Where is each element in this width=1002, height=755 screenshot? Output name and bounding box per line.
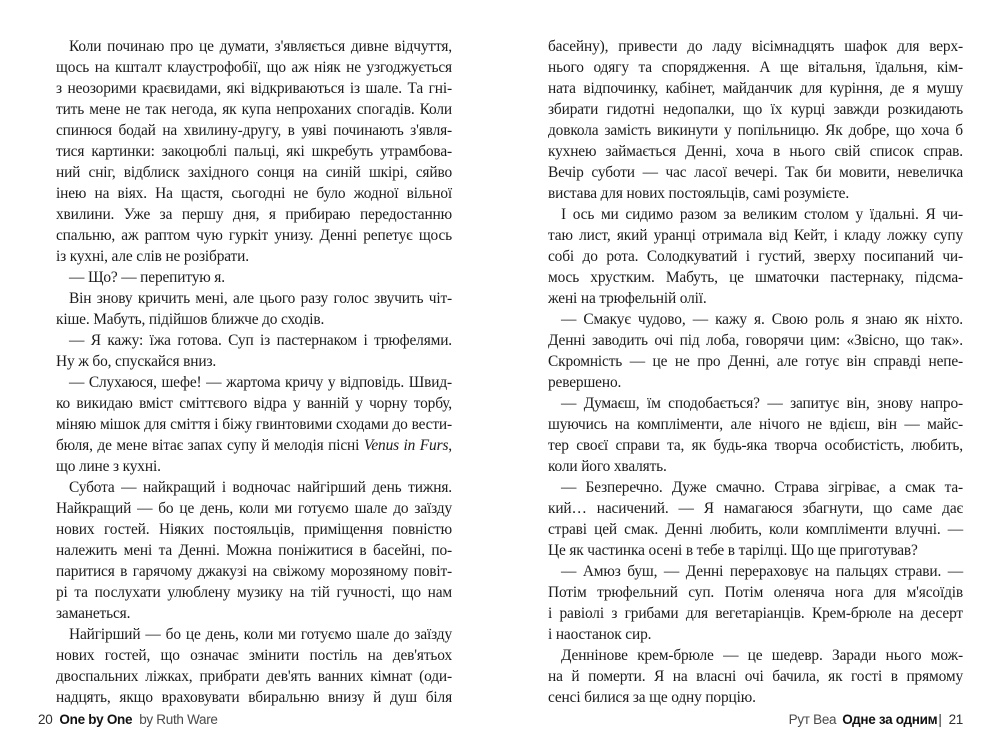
body-text: міняю мішок для сміття і біжу гвинтовими сходами до вести- <box>56 416 452 433</box>
body-text: , <box>448 437 452 454</box>
text-line <box>56 414 452 435</box>
body-text: нових гостей. Ніяких постояльців, приміщення повністю <box>56 521 452 538</box>
body-text: страві цей смак. Денні любить, коли компліменти влучні. — <box>548 521 963 538</box>
text-line <box>56 99 452 120</box>
text-line <box>56 120 452 141</box>
text-line <box>548 561 963 582</box>
body-text: хвилини. Уже за першу дня, я прибираю передостанню <box>56 206 452 223</box>
text-line <box>56 183 452 204</box>
body-text: Субота — найкращий і водночас найгірший день тижня. <box>69 479 452 496</box>
text-line <box>56 687 452 708</box>
text-line <box>56 288 452 309</box>
text-line <box>56 36 452 57</box>
text-line <box>548 435 963 456</box>
body-text: на й померти. Я на власні очі бачила, як гості в прямому <box>548 668 963 685</box>
text-line <box>548 36 963 57</box>
text-line <box>56 519 452 540</box>
right-page-text-column <box>548 36 963 708</box>
body-text: шуючись на компліменти, але нічого не вдієш, він — майс- <box>548 416 963 433</box>
body-text: І ось ми сидимо разом за великим столом у їдальні. Я чи- <box>561 206 963 223</box>
text-line <box>56 246 452 267</box>
body-text: — Амюз буш, — Денні перераховує на пальцях страви. — <box>561 563 963 580</box>
text-line <box>548 645 963 666</box>
text-line <box>56 309 452 330</box>
body-text: кий… насичений. — Я намагаюся збагнути, що саме дає <box>548 500 963 517</box>
text-line <box>56 498 452 519</box>
body-text: що лине з кухні. <box>56 458 161 475</box>
text-line <box>548 624 963 645</box>
text-line <box>56 225 452 246</box>
text-line <box>56 330 452 351</box>
body-text: бюля, де мене вітає запах супу й мелодія пісні <box>56 437 364 454</box>
text-line <box>56 372 452 393</box>
body-text: Найкращий — бо це день, коли ми готуємо шале до заїзду <box>56 500 452 517</box>
text-line <box>548 288 963 309</box>
body-text: рі та послухати улюблену музику на тій гучності, що нам <box>56 584 452 601</box>
text-line <box>548 540 963 561</box>
body-text: Це як частинка осені в тебе в тарілці. Що ще приготував? <box>548 542 918 559</box>
right-footer-author: Рут Веа <box>788 712 837 727</box>
body-text: Вечір суботи — час ласої вечері. Так би мовити, невеличка <box>548 164 963 181</box>
body-text: Він знову кричить мені, але цього разу голос звучить чіт- <box>69 290 452 307</box>
text-line <box>548 477 963 498</box>
body-text: — Я кажу: їжа готова. Суп із пастернаком і трюфелями. <box>69 332 452 349</box>
body-text: нього одягу та спорядження. А ще вітальня, їдальня, кім- <box>548 59 963 76</box>
body-text: Коли починаю про це думати, з'являється дивне відчуття, <box>69 38 452 55</box>
text-line <box>548 78 963 99</box>
text-line <box>548 603 963 624</box>
body-text: кіше. Мабуть, підійшов ближче до сходів. <box>56 311 325 328</box>
body-text: інею на віях. На щастя, сьогодні не було жодної вільної <box>56 185 452 202</box>
body-text: Потім трюфельний суп. Потім оленяча нога для м'ясоїдів <box>548 584 963 601</box>
text-line <box>548 456 963 477</box>
left-footer-byline: by Ruth Ware <box>139 712 218 727</box>
text-line <box>548 666 963 687</box>
body-text: довкола замість викинути у попільницю. Як добре, що хоча б <box>548 122 963 139</box>
text-line <box>56 456 452 477</box>
text-line <box>548 687 963 708</box>
text-line <box>56 645 452 666</box>
text-line <box>548 225 963 246</box>
body-text: ната відпочинку, кабінет, майданчик для куріння, де я мушу <box>548 80 963 97</box>
body-text: і наостанок сир. <box>548 626 652 643</box>
text-line <box>56 603 452 624</box>
text-line <box>56 666 452 687</box>
text-line <box>56 57 452 78</box>
body-text: кухнею займається Денні, хоча в нього свій список справ. <box>548 143 963 160</box>
body-text: спинюся бодай на хвилину-другу, в уяві починають з'явля- <box>56 122 452 139</box>
right-page-number: 21 <box>948 712 963 727</box>
text-line <box>56 162 452 183</box>
body-text: надцять, якщо враховувати вбиральню внизу й душ біля <box>56 689 452 706</box>
body-text: щось на кшталт клаустрофобії, що аж ніяк не узгоджується <box>56 59 452 76</box>
body-text: — Думаєш, їм сподобається? — запитує він, знову напро- <box>561 395 963 412</box>
body-text: належить мені та Денні. Можна поніжитися в басейні, по- <box>56 542 452 559</box>
text-line <box>548 498 963 519</box>
body-text: таю лист, який уранці отримала від Кейт, і кладу ложку супу <box>548 227 963 244</box>
text-line <box>548 414 963 435</box>
text-line <box>56 477 452 498</box>
text-line <box>548 582 963 603</box>
body-text: — Що? — перепитую я. <box>69 269 225 286</box>
body-text: тися картинки: закоцюблі пальці, які шкребуть утрамбова- <box>56 143 452 160</box>
body-text: Деннінове крем-брюле — це шедевр. Заради нього мож- <box>561 647 963 664</box>
text-line <box>56 204 452 225</box>
left-page-number: 20 <box>38 712 53 727</box>
body-text: ний сніг, відблиск західного сонця на синій шкірі, сяйво <box>56 164 452 181</box>
body-text: — Безперечно. Дуже смачно. Страва зігріває, а смак та- <box>561 479 963 496</box>
right-page-footer <box>789 711 963 729</box>
text-line <box>548 204 963 225</box>
body-text: жені на трюфельній олії. <box>548 290 707 307</box>
text-line <box>548 267 963 288</box>
body-text: паритися в гарячому джакузі на свіжому морозяному повіт- <box>56 563 452 580</box>
text-line <box>56 351 452 372</box>
body-text: собі до рота. Солодкуватий і густий, зверху посипаний чи- <box>548 248 963 265</box>
text-line <box>548 519 963 540</box>
text-line <box>548 330 963 351</box>
body-text: — Смакує чудово, — кажу я. Свою роль я знаю як ніхто. <box>561 311 963 328</box>
body-text: з неозорими краєвидами, які відкриваються із шале. Та гні- <box>56 80 452 97</box>
body-text: коли його хвалять. <box>548 458 667 475</box>
text-line <box>56 267 452 288</box>
body-text: мось хрустким. Мабуть, це шматочки пастернаку, підсма- <box>548 269 963 286</box>
body-text: нових гостей, що означає змінити постіль на дев'ятьох <box>56 647 452 664</box>
italic-text: Venus in Furs <box>363 437 449 454</box>
text-line <box>56 624 452 645</box>
text-line <box>548 183 963 204</box>
body-text: Денні заводить очі під лоба, говорячи цим: «Звісно, що так». <box>548 332 963 349</box>
body-text: вистава для нових постояльців, самі розумієте. <box>548 185 850 202</box>
body-text: тить мене не так негода, як купа непроханих спогадів. Коли <box>56 101 452 118</box>
right-footer-separator: | <box>938 712 942 727</box>
text-line <box>548 309 963 330</box>
text-line <box>56 582 452 603</box>
text-line <box>548 120 963 141</box>
text-line <box>548 246 963 267</box>
text-line <box>548 351 963 372</box>
body-text: спальню, аж раптом чую гуркіт унизу. Денні репетує щось <box>56 227 452 244</box>
text-line <box>548 57 963 78</box>
body-text: і равіолі з грибами для вегетаріанців. Крем-брюле на десерт <box>548 605 963 622</box>
body-text: тер своєї справи та, як будь-яка творча особистість, любить, <box>548 437 963 454</box>
body-text: збирати гидотні недопалки, що їх курці завжди розкидають <box>548 101 963 118</box>
body-text: Скромність — це не про Денні, але готує він справді непе- <box>548 353 963 370</box>
body-text: ко викидаю вміст сміттєвого відра у ванній у чорну торбу, <box>56 395 452 412</box>
right-footer-book-title: Одне за одним <box>842 712 938 727</box>
text-line <box>548 99 963 120</box>
body-text: басейну), привести до ладу вісімнадцять шафок для верх- <box>548 38 963 55</box>
text-line <box>548 141 963 162</box>
text-line <box>56 141 452 162</box>
body-text: Ну ж бо, спускайся вниз. <box>56 353 217 370</box>
body-text: — Слухаюся, шефе! — жартома кричу у відповідь. Швид- <box>69 374 452 391</box>
body-text: ревершено. <box>548 374 622 391</box>
body-text: сенсі билися за ще одну порцію. <box>548 689 756 706</box>
left-page-text-column <box>56 36 452 708</box>
body-text: заманеться. <box>56 605 131 622</box>
text-line <box>56 393 452 414</box>
left-page-footer <box>38 711 218 729</box>
text-line <box>56 435 452 456</box>
body-text: двоспальних ліжках, прибрати дев'ять ванних кімнат (оди- <box>56 668 452 685</box>
text-line <box>548 372 963 393</box>
left-footer-book-title: One by One <box>59 712 133 727</box>
body-text: Найгірший — бо це день, коли ми готуємо шале до заїзду <box>69 626 452 643</box>
text-line <box>56 540 452 561</box>
body-text: із кухні, але слів не розібрати. <box>56 248 249 265</box>
text-line <box>56 78 452 99</box>
text-line <box>56 561 452 582</box>
text-line <box>548 393 963 414</box>
text-line <box>548 162 963 183</box>
